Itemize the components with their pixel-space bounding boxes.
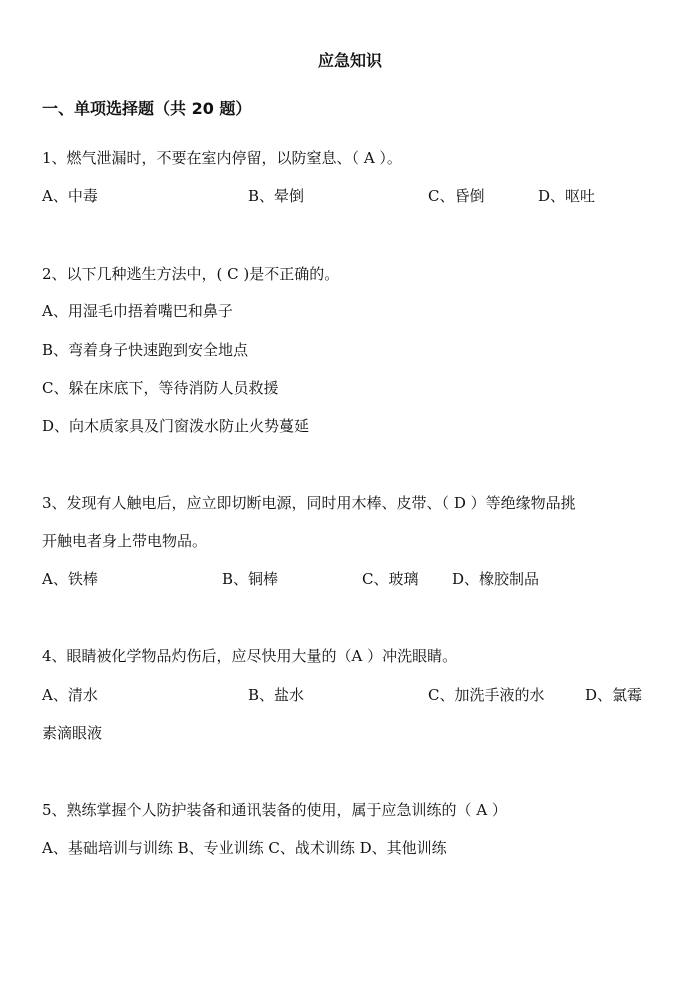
- question-3-option-d: D、橡胶制品: [452, 570, 540, 588]
- question-4-option-d: D、氯霉: [585, 686, 643, 704]
- question-1-option-d: D、呕吐: [538, 187, 596, 205]
- question-2-option-c: C、躲在床底下，等待消防人员救援: [42, 379, 279, 397]
- question-5-stem: 5、熟练掌握个人防护装备和通讯装备的使用，属于应急训练的（ A ）: [42, 801, 507, 819]
- question-1-stem: 1、燃气泄漏时，不要在室内停留，以防窒息、（ A ）。: [42, 149, 402, 167]
- question-3-option-a: A、铁棒: [42, 570, 98, 588]
- question-4-option-c: C、加洗手液的水: [428, 686, 545, 704]
- question-4-option-d-continuation: 素滴眼液: [42, 724, 103, 742]
- question-3-stem-line-1: 3、发现有人触电后，应立即切断电源，同时用木棒、皮带、（ D ）等绝缘物品挑: [42, 494, 576, 512]
- question-2-option-d: D、向木质家具及门窗泼水防止火势蔓延: [42, 417, 310, 435]
- question-3-stem-line-2: 开触电者身上带电物品。: [42, 532, 208, 550]
- section-heading: 一、单项选择题（共 20 题）: [42, 99, 252, 118]
- question-3-option-b: B、铜棒: [222, 570, 279, 588]
- question-2-stem: 2、以下几种逃生方法中，( C )是不正确的。: [42, 265, 340, 283]
- question-5-options: A、基础培训与训练 B、专业训练 C、战术训练 D、其他训练: [42, 839, 447, 857]
- question-1-option-c: C、昏倒: [428, 187, 485, 205]
- question-1-option-b: B、晕倒: [248, 187, 305, 205]
- question-2-option-a: A、用湿毛巾捂着嘴巴和鼻子: [42, 302, 233, 320]
- question-1-option-a: A、中毒: [42, 187, 98, 205]
- question-4-option-a: A、清水: [42, 686, 98, 704]
- question-3-option-c: C、玻璃: [362, 570, 419, 588]
- question-4-stem: 4、眼睛被化学物品灼伤后，应尽快用大量的（A ）冲洗眼睛。: [42, 647, 458, 665]
- question-4-option-b: B、盐水: [248, 686, 305, 704]
- question-2-option-b: B、弯着身子快速跑到安全地点: [42, 341, 249, 359]
- page-title: 应急知识: [317, 51, 382, 70]
